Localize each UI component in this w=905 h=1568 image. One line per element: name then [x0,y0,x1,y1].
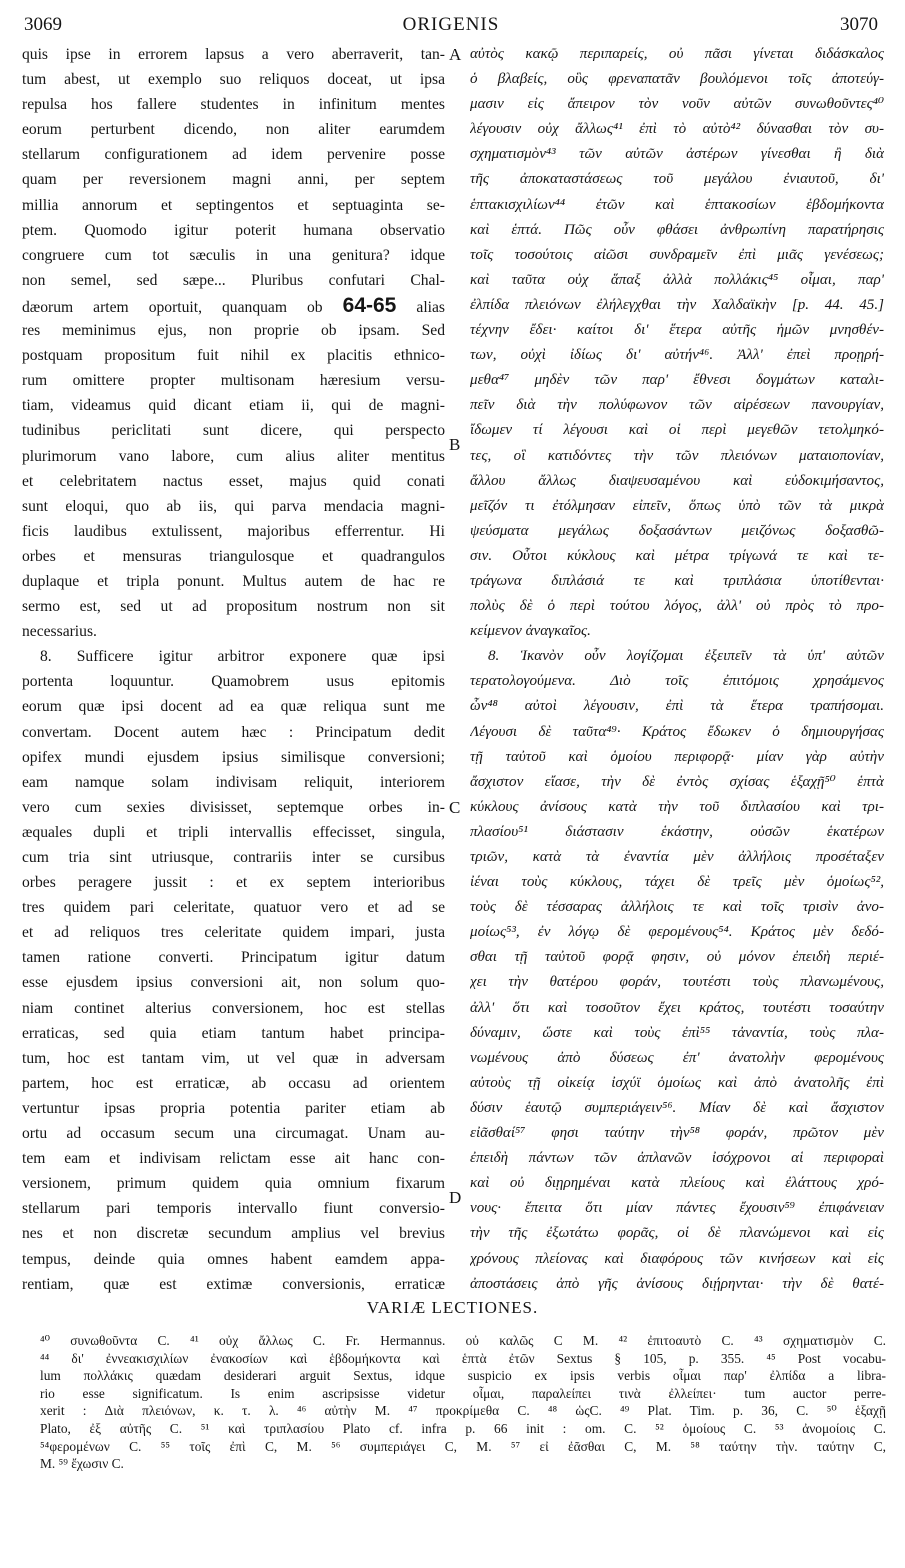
latin-text-line: stellarum configurationem ad idem pervenire posse [22,146,445,164]
variant-note-line: ⁵⁴φερομένων C. ⁵⁵ τοῖς ἐπὶ C, M. ⁵⁶ συμπεριάγει C, M. ⁵⁷ εἰ ἐᾶσθαι C, M. ⁵⁸ ταύτην τὴν. ταύτην C, [40,1438,886,1454]
greek-text-line: μεῖζόν τι ἐτόλμησαν εἰπεῖν, ὅπως ὑπὸ τῶν τὰ μικρὰ [470,497,884,514]
latin-text-line: esse ejusdem ipsius conversioni ait, non solum quo- [22,974,445,992]
latin-text-line: sunt eloqui, quo ab iis, qui parva mendacia magni- [22,497,445,515]
greek-text-line: τερατολογούμενα. Διὸ τοῖς ἐπιτόμοις χρησάμενος [470,673,884,690]
latin-text-line: partem, hoc est erraticæ, ab occasu ad orientem [22,1074,445,1092]
greek-text-line: αὐτὸς κακῷ περιπαρείς, οὐ πᾶσι γίνεται διδάσκαλος [470,46,884,62]
latin-text-line-text: alias [416,298,445,316]
margin-marker-d: D [449,1188,462,1207]
latin-text-line: ptem. Quomodo igitur poterit humana observatio [22,221,445,239]
greek-text-line: μασιν εἰς ἄπειρον τὸν νοῦν αὐτῶν συνωθοῦντες⁴⁰ [470,96,884,113]
latin-text-line: tempus, deinde quia omnes habent eamdem appa- [22,1250,445,1268]
latin-text-line: repulsa hos fallere studentes in infinitum mentes [22,96,445,114]
variae-lectiones-notes [40,1332,886,1473]
latin-text-line: vertuntur ipsas propria potentia pariter etiam ab [22,1099,445,1117]
greek-text-line: αὐτοὺς τῇ οἰκείᾳ ἰσχύϊ ὁμοίως καὶ ἀπὸ ἀνατολῆς ἐπὶ [470,1074,884,1091]
greek-text-line: καὶ οὐ διῃρημέναι κατὰ πλείους καὶ ἐλάττους χρό- [470,1175,884,1192]
greek-text-line: πολὺς δὲ ὁ περὶ τούτου λόγος, ἀλλ' οὐ πρὸς τὸ προ- [470,598,884,615]
latin-text-line: orbes et mensuras triangulosque et quadrangulos [22,547,445,565]
greek-text-line: πεῖν διὰ τὴν πολύφωνον τῶν αἱρέσεων πανουργίαν, [470,397,884,414]
page-reference: 64-65 [342,293,397,317]
greek-text-line: ἀποστάσεις ἀπὸ γῆς ἀνίσους διῄρηνται· τὴν δὲ θατέ- [470,1275,884,1292]
variant-note-line: lum πολλάκις quædam desiderari arguit Sextus, idque suspicio ex ipsis verbis οἶμαι παρ' ἐλπίδα a libra- [40,1368,886,1384]
latin-text-line: eorum perturbent dicendo, non aliter earumdem [22,121,445,139]
greek-text-line: καὶ ταῦτα οὐχ ἅπαξ ἀλλὰ πολλάκις⁴⁵ οἶμαι, παρ' [470,271,884,288]
latin-text-line: rum omittere propter multisonam hæresium versu- [22,372,445,390]
latin-text-line: opifex mundi ejusdem ipsius similisque conversioni; [22,748,445,766]
greek-text-line: ἴδωμεν τί λέγουσι καὶ οἱ περὶ μεγεθῶν τετολμηκό- [470,422,884,439]
latin-text-line: quam per reversionem magni anni, per septem [22,171,445,189]
latin-text-line-text: dæorum artem oportuit, quanquam ob [22,298,323,316]
latin-text-line: tres quidem pari celeritate, quatuor vero et ad se [22,899,445,917]
greek-text-line: μοίως⁵³, ἐν λόγῳ δὲ φερομένους⁵⁴. Κράτος μὲν δεδό- [470,924,884,941]
greek-text-line: ἐπειδὴ πάντων τῶν ἀπλανῶν ἰσόχρονοι αἱ περιφοραὶ [470,1150,884,1167]
latin-text-line: postquam propositum fuit nihil ex placitis ethnico- [22,347,445,365]
latin-text-line: tiam, videamus quid dicant etiam ii, qui de magni- [22,397,445,415]
greek-text-line: ἀλλ' ὅτι καὶ τοσοῦτον ἔχει κράτος, τουτέστι τοσαύτην [470,999,884,1016]
greek-text-line: μεθα⁴⁷ μηδὲν τῶν παρ' ἔθνεσι δογμάτων καταλι- [470,372,884,389]
variant-note-line: xerit : Διὰ πλειόνων, κ. τ. λ. ⁴⁶ αὐτὴν M. ⁴⁷ προκρίμεθα C. ⁴⁸ ὡςC. ⁴⁹ Plat. Tim. p. 36, C. ⁵⁰ ἑξαχῇ [40,1403,886,1419]
greek-text-line: ἄλλου ἄλλως διαψευσαμένου καὶ εὐδοκιμήσαντος, [470,472,884,489]
latin-text-line: tum abest, ut exemplo suo reliquos doceat, ut ipsa [22,71,445,89]
greek-text-line: ψεύσματα μεγάλως δοξασάντων μειζόνως δοξασθῶ- [470,522,884,539]
greek-text-line: πλασίου⁵¹ διάστασιν ἑκάστην, οὐσῶν ἑκατέρων [470,823,884,840]
page-number-right: 3070 [840,14,878,35]
latin-text-line: tamen ratione converti. Principatum igitur datum [22,949,445,967]
greek-text-line: τῆς ἀποκαταστάσεως τοῦ μεγάλου ἐνιαυτοῦ, δι' [470,171,884,188]
latin-text-line: rentiam, quæ est extimæ conversionis, erraticæ [22,1275,445,1293]
latin-text-line: orbes peragere jussit : et ex septem interioribus [22,874,445,892]
latin-text-line: nes et non discretæ secundum amplius vel brevius [22,1225,445,1243]
greek-text-line: τὴν τῆς ἐξωτάτω φορᾶς, οἱ δὲ πλανώμενοι καὶ εἰς [470,1225,884,1242]
latin-text-line: portenta loquuntur. Quamobrem usus epitomis [22,673,445,691]
variae-lectiones-title: VARIÆ LECTIONES. [366,1298,539,1317]
latin-text-line: versionem, primum quidem quia omnium fixarum [22,1175,445,1193]
greek-text-line: Λέγουσι δὲ ταῦτα⁴⁹· Κράτος ἔδωκεν ὁ δημιουργήσας [470,723,884,740]
page-number-left: 3069 [24,14,62,35]
latin-text-line: stellarum pari temporis intervallo fiunt conversio- [22,1200,445,1218]
greek-text-line: τες, οἳ κατιδόντες τὴν τῶν πλειόνων ματαιοπονίαν, [470,447,884,464]
greek-text-line: τοὺς δὲ τέσσαρας ἀλλήλοις τε καὶ τοῖς τρισὶν ἀνο- [470,899,884,916]
latin-text-line: duplaque et tripla ponunt. Multus autem de hac re [22,572,445,590]
latin-text-line: sermo est, sed ut ad propositum nostrum non sit [22,598,445,616]
greek-text-line: των, οὐχὶ ἰδίως δι' αὐτήν⁴⁶. Ἀλλ' ἐπεὶ προῃρή- [470,347,884,364]
latin-text-line: erraticas, sed quia etiam tantum habet principa- [22,1024,445,1042]
greek-text-line: τῇ ταὐτοῦ καὶ ὁμοίου περιφορᾷ· μίαν γὰρ αὐτὴν [470,748,884,765]
latin-text-line: et ad reliquos tres celeritate quidem impari, justa [22,924,445,942]
greek-text-line: κύκλους ἀνίσους κατὰ τὴν τοῦ διπλασίου καὶ τρι- [470,798,884,815]
latin-text-line: tudinibus periclitati sunt dicere, qui perspecto [22,422,445,440]
latin-text-line: æquales dupli et tripli intervallis effecisset, singula, [22,823,445,841]
latin-text-line: niam continet alterius conversionem, hoc est stellas [22,999,445,1017]
latin-text-line: necessarius. [22,623,97,641]
latin-text-line: vero cum sexies divisisset, septemque orbes in- [22,798,445,816]
latin-text-line: eam namque solam indivisam reliquit, interiorem [22,773,445,791]
latin-text-line: plurimorum vano labore, cum alius aliter mentitus [22,447,445,465]
greek-text-line: ἐλπίδα πλειόνων ἐλήλεγχθαι τὴν Χαλδαϊκὴν [p. 44. 45.] [470,296,884,313]
variant-note-line: ⁴⁰ συνωθοῦντα C. ⁴¹ οὐχ ἄλλως C. Fr. Hermannus. οὐ καλῶς C M. ⁴² ἐπιτοαυτὸ C. ⁴³ σχηματισμὸν C. [40,1333,886,1348]
running-title: ORIGENIS [402,14,500,35]
greek-text-line: τέχνην ἔδει· καίτοι δι' ἕτερα αὐτῆς ἡμῶν μνησθέν- [470,322,884,339]
greek-column [470,42,884,1297]
greek-text-line: ἰέναι τοὺς κύκλους, τάχει δὲ τρεῖς μὲν ὁμοίως⁵², [470,874,884,891]
greek-text-line: νους· ἔπειτα ὅτι μίαν πάντες ἔχουσιν⁵⁹ ἐπιφάνειαν [470,1200,884,1217]
greek-text-line: χρόνους πλείονας καὶ διαφόρους τῶν κινήσεων καὶ εἰς [470,1250,884,1267]
variant-note-line: rio esse significatum. Is enim ascripsisse videtur οἶμαι, παραλείπει τινὰ ἐλλείπει· tum auctor perre- [40,1385,886,1401]
latin-text-line: quis ipse in errorem lapsus a vero aberraverit, tan- [22,46,445,63]
greek-text-line: λέγουσιν οὐχ ἄλλως⁴¹ ἐπὶ τὸ αὐτὸ⁴² δύνασθαι τὸν συ- [470,121,884,138]
greek-text-line: ὁ βλαβείς, οὓς φρεναπατᾶν βουλόμενοι τοῖς ἀποτεύγ- [470,71,884,88]
greek-text-line: τριῶν, κατὰ τὰ ἐναντία μὲν ἀλλήλοις προσέταξεν [470,849,884,865]
margin-marker-c: C [449,798,461,817]
latin-column [22,42,445,1297]
greek-text-line: χει τὴν θατέρου φοράν, τουτέστι τοὺς πλανωμένους, [470,974,884,991]
greek-text-line: τράγωνα διπλάσιά τε καὶ τριπλάσια ὑποτίθενται· [470,572,884,589]
latin-text-line: eorum quæ ipsi docent ad ea quæ reliqua sunt me [22,698,445,716]
greek-text-line: ὧν⁴⁸ αὐτοὶ λέγουσιν, ἐπὶ τὰ ἕτερα τραπήσομαι. [470,698,884,715]
greek-text-line: δύναμιν, ὥστε καὶ τοὺς ἐπὶ⁵⁵ τἀναντία, τοὺς πλα- [470,1024,884,1041]
latin-text-line: tem eam et indivisam relictam esse ait hanc con- [22,1150,445,1168]
greek-text-line: σθαι τῇ ταὐτοῦ φορᾷ φησιν, οὐ μόνον ἐπειδὴ περιέ- [470,949,884,966]
latin-text-line: non semel, sed sæpe... Pluribus confutari Chal- [22,271,445,289]
latin-text-line: ortu ad occasum secum una circumagat. Unam au- [22,1125,445,1143]
greek-text-line: νωμένους ἀπὸ δύσεως ἐπ' ἀνατολὴν φερομένους [470,1049,884,1066]
variant-note-line: Plato, ἐξ αὐτῆς C. ⁵¹ καὶ τριπλασίου Plato cf. infra p. 66 init : om. C. ⁵² ὁμοίους C. ⁵³ ἀνομοίοις C. [40,1420,886,1436]
greek-text-line: τοῖς τοσούτοις αἰῶσι συνδραμεῖν ἐπὶ μιᾶς γενέσεως; [470,246,884,263]
latin-text-line: et celebritatem nactus esset, majus quid conati [22,472,445,490]
latin-text-line: millia annorum et septingentos et septuaginta se- [22,196,445,214]
latin-text-line: convertam. Docent autem hæc : Principatum dedit [22,723,445,741]
greek-text-line: σχηματισμὸν⁴³ τῶν αὐτῶν ἀστέρων γίνεσθαι ἢ διὰ [470,146,884,163]
latin-text-line: tum, hoc est tantam vim, ut vel quæ in adversam [22,1049,445,1067]
greek-text-line: εἰᾶσθαί⁵⁷ φησι ταύτην τὴν⁵⁸ φοράν, πρῶτον μὲν [470,1125,884,1142]
variant-note-line: ⁴⁴ δι' ἐννεακισχιλίων ἐνακοσίων καὶ ἑβδομήκοντα καὶ ἑπτὰ ἐτῶν Sextus § 105, p. 355. ⁴⁵ Post vocabu- [40,1350,886,1366]
latin-text-line: ficis laudibus extulissent, majoribus efferrentur. Hi [22,522,445,540]
margin-marker-a: A [449,45,462,64]
greek-text-line: κείμενον ἀναγκαῖος. [470,623,591,640]
page-header [20,14,882,38]
margin-marker-b: B [449,435,461,454]
latin-text-line: congruere cum tot sæculis in una genitura? idque [22,246,445,264]
latin-text-line: res meminimus ejus, non proprie ob ipsam. Sed [22,322,445,340]
greek-text-line: δύσιν ἑαυτῷ συμπεριάγειν⁵⁶. Μίαν δὲ καὶ ἄσχιστον [470,1099,884,1116]
greek-text-line: σιν. Οὗτοι κύκλους καὶ μέτρα τρίγωνά τε καὶ τε- [470,547,884,564]
latin-text-line: 8. Sufficere igitur arbitror exponere quæ ipsi [40,648,445,666]
greek-text-line: καὶ ἑπτά. Πῶς οὖν φθάσει ἀνθρωπίνη παρατήρησις [470,221,884,238]
variant-note-line: M. ⁵⁹ ἔχωσιν C. [40,1456,124,1472]
latin-text-line [22,293,445,318]
greek-text-line: 8. Ἱκανὸν οὖν λογίζομαι ἐξειπεῖν τὰ ὑπ' αὐτῶν [488,648,884,665]
greek-text-line: ἄσχιστον εἴασε, τὴν δὲ ἐντὸς σχίσας ἑξαχῇ⁵⁰ ἑπτὰ [470,773,884,790]
latin-text-line: cum tria sint utriusque, contrariis inter se cursibus [22,849,445,866]
greek-text-line: ἑπτακισχιλίων⁴⁴ ἐτῶν καὶ ἑπτακοσίων ἑβδομήκοντα [470,196,884,213]
